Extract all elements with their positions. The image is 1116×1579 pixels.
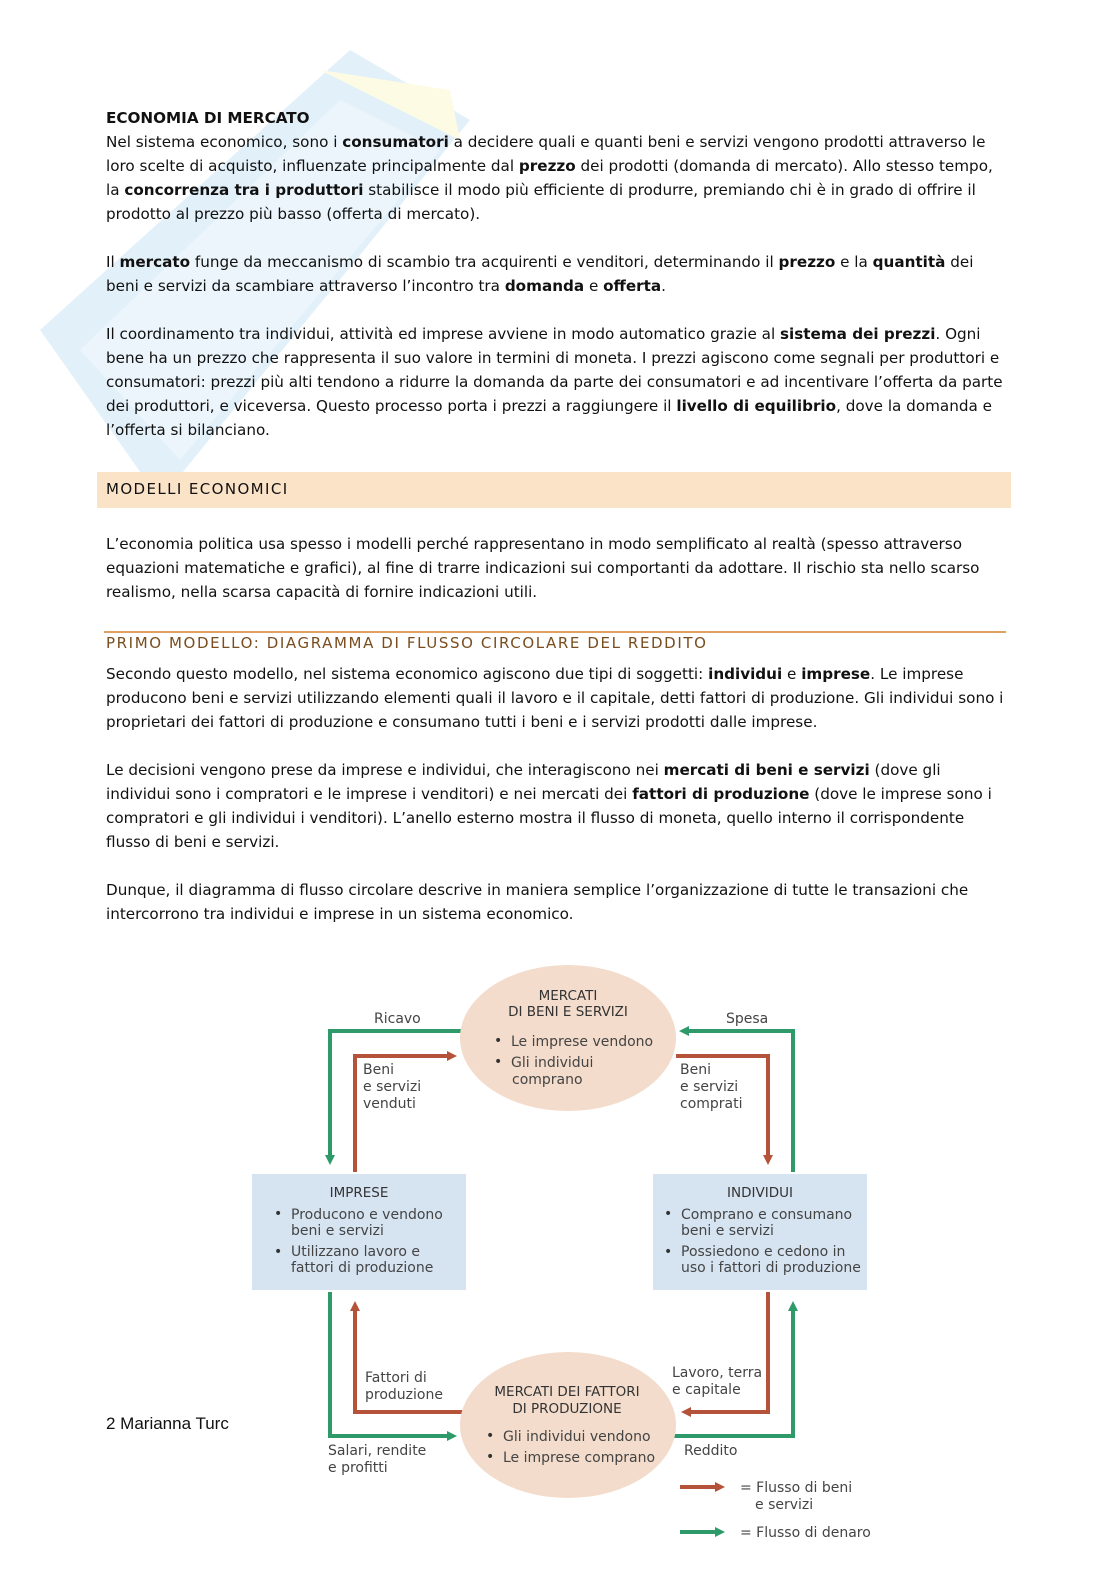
label-beni-venduti: Beni [363, 1062, 394, 1078]
label-salari: e profitti [328, 1460, 388, 1476]
money-arrow-salari [330, 1292, 452, 1436]
bold-text: livello di equilibrio [676, 397, 837, 415]
box-title: IMPRESE [329, 1185, 389, 1201]
label-lavoro: Lavoro, terra [672, 1365, 763, 1381]
market-bullet: Gli individui vendono [503, 1429, 651, 1445]
label-reddito: Reddito [684, 1443, 738, 1459]
bullet-icon: • [274, 1244, 283, 1260]
bullet-icon: • [486, 1428, 495, 1444]
text-run: dei prodotti (domanda di mercato). Allo stesso tempo, la [106, 157, 993, 199]
bullet-icon: • [664, 1206, 673, 1222]
box-bullet: Comprano e consumano [681, 1207, 853, 1223]
market-bullet: Le imprese vendono [511, 1034, 654, 1050]
paragraph: L’economia politica usa spesso i modelli perché rappresentano in modo semplificato al realtà (spesso attraverso equazioni matematiche e grafici), al fine di trarre indicazioni sui comportanti da adottare. Il rischio sta nello scarso realismo, nella scarsa capacità di fornire indicazioni utili. [106, 535, 980, 601]
text-run: Secondo questo modello, nel sistema economico agiscono due tipi di soggetti: [106, 665, 709, 683]
label-beni-venduti: e servizi [363, 1079, 422, 1095]
market-title: DI PRODUZIONE [512, 1401, 622, 1417]
bold-text: consumatori [342, 133, 449, 151]
label-spesa: Spesa [726, 1011, 769, 1027]
label-salari: Salari, rendite [328, 1443, 427, 1459]
text-run: e [584, 277, 604, 295]
text-run: (dove le imprese sono i compratori e gli individui i venditori). L’anello esterno mostra il flusso di moneta, quello interno il corrispondente flusso di beni e servizi. [106, 785, 992, 851]
text-run: dei beni e servizi da scambiare attraverso l’incontro tra [106, 253, 974, 295]
bullet-icon: • [494, 1033, 503, 1049]
text-run: . Le imprese producono beni e servizi utilizzando elementi quali il lavoro e il capitale, detti fattori di produzione. Gli individui sono i proprietari dei fattori di produzione e consumano tutti i beni e i servizi prodotti dalle imprese. [106, 665, 1004, 731]
market-title: MERCATI [538, 988, 598, 1004]
text-run: a decidere quali e quanti beni e servizi vengono prodotti attraverso le loro scelte di acquisto, influenzate principalmente dal [106, 133, 986, 175]
bold-text: sistema dei prezzi [780, 325, 936, 343]
bold-text: prezzo [518, 157, 576, 175]
text-run: (dove gli individui sono i compratori e le imprese i venditori) e nei mercati dei [106, 761, 941, 803]
bold-text: mercati di beni e servizi [663, 761, 870, 779]
bold-text: quantità [872, 253, 946, 271]
bullet-icon: • [664, 1244, 673, 1260]
label-lavoro: e capitale [672, 1382, 741, 1398]
box-bullet: uso i fattori di produzione [681, 1260, 861, 1276]
box-bullet: beni e servizi [291, 1223, 384, 1239]
market-bullet: comprano [512, 1072, 583, 1088]
text-run: . Ogni bene ha un prezzo che rappresenta il suo valore in termini di moneta. I prezzi agiscono come segnali per produttori e consumatori: prezzi più alti tendono a ridurre la domanda da parte dei consumatori e ad incentivare l’offerta da parte dei produttori, e viceversa. Questo processo porta i prezzi a raggiungere il [106, 325, 1003, 415]
text-run: Il coordinamento tra individui, attività ed imprese avviene in modo automatico grazie al [106, 325, 780, 343]
bold-text: mercato [119, 253, 191, 271]
box-bullet: beni e servizi [681, 1223, 774, 1239]
section-heading: MODELLI ECONOMICI [106, 480, 289, 498]
market-goods-services [460, 965, 676, 1111]
market-bullet: Gli individui [511, 1055, 594, 1071]
legend-money-label: = Flusso di denaro [740, 1525, 871, 1541]
bold-text: prezzo [778, 253, 836, 271]
page-footer: 2 Marianna Turc [106, 1414, 229, 1433]
legend-goods-label: = Flusso di beni [740, 1480, 853, 1496]
label-ricavo: Ricavo [374, 1011, 421, 1027]
text-run: stabilisce il modo più efficiente di produrre, premiando chi è in grado di offrire il prodotto al prezzo più basso (offerta di mercato). [106, 181, 976, 223]
label-fattori: produzione [365, 1387, 443, 1403]
label-beni-comprati: e servizi [680, 1079, 739, 1095]
label-fattori: Fattori di [365, 1370, 427, 1386]
bullet-icon: • [494, 1054, 503, 1070]
legend-goods-label: e servizi [755, 1497, 814, 1513]
market-factors-of-production [460, 1352, 676, 1498]
text-run: e la [835, 253, 873, 271]
bold-text: imprese [801, 665, 871, 683]
label-beni-venduti: venduti [363, 1096, 416, 1112]
box-bullet: Utilizzano lavoro e [291, 1244, 420, 1260]
subheading: PRIMO MODELLO: DIAGRAMMA DI FLUSSO CIRCOLARE DEL REDDITO [106, 634, 708, 652]
text-run: Le decisioni vengono prese da imprese e individui, che interagiscono nei [106, 761, 664, 779]
section-title: ECONOMIA DI MERCATO [106, 109, 310, 127]
market-title: MERCATI DEI FATTORI [494, 1384, 640, 1400]
diagram-legend [680, 1480, 871, 1541]
box-bullet: Possiedono e cedono in [681, 1244, 846, 1260]
bullet-icon: • [274, 1206, 283, 1222]
market-bullet: Le imprese comprano [503, 1450, 656, 1466]
market-title: DI BENI E SERVIZI [508, 1004, 628, 1020]
paragraph: Dunque, il diagramma di flusso circolare descrive in maniera semplice l’organizzazione di tutte le transazioni che intercorrono tra individui e imprese in un sistema economico. [106, 881, 969, 923]
text-run: . [661, 277, 666, 295]
box-bullet: Producono e vendono [291, 1207, 443, 1223]
label-beni-comprati: Beni [680, 1062, 711, 1078]
box-title: INDIVIDUI [727, 1185, 793, 1201]
bold-text: domanda [504, 277, 585, 295]
text-run: funge da meccanismo di scambio tra acquirenti e venditori, determinando il [190, 253, 779, 271]
bold-text: fattori di produzione [632, 785, 810, 803]
text-run: , dove la domanda e l’offerta si bilanciano. [106, 397, 992, 439]
firms-box [252, 1174, 466, 1290]
text-run: Nel sistema economico, sono i [106, 133, 343, 151]
text-run: Il [106, 253, 120, 271]
households-box [653, 1174, 867, 1290]
bold-text: offerta [603, 277, 662, 295]
bold-text: concorrenza tra i produttori [124, 181, 364, 199]
bold-text: individui [708, 665, 783, 683]
box-bullet: fattori di produzione [291, 1260, 434, 1276]
label-beni-comprati: comprati [680, 1096, 743, 1112]
bullet-icon: • [486, 1449, 495, 1465]
text-run: e [782, 665, 802, 683]
